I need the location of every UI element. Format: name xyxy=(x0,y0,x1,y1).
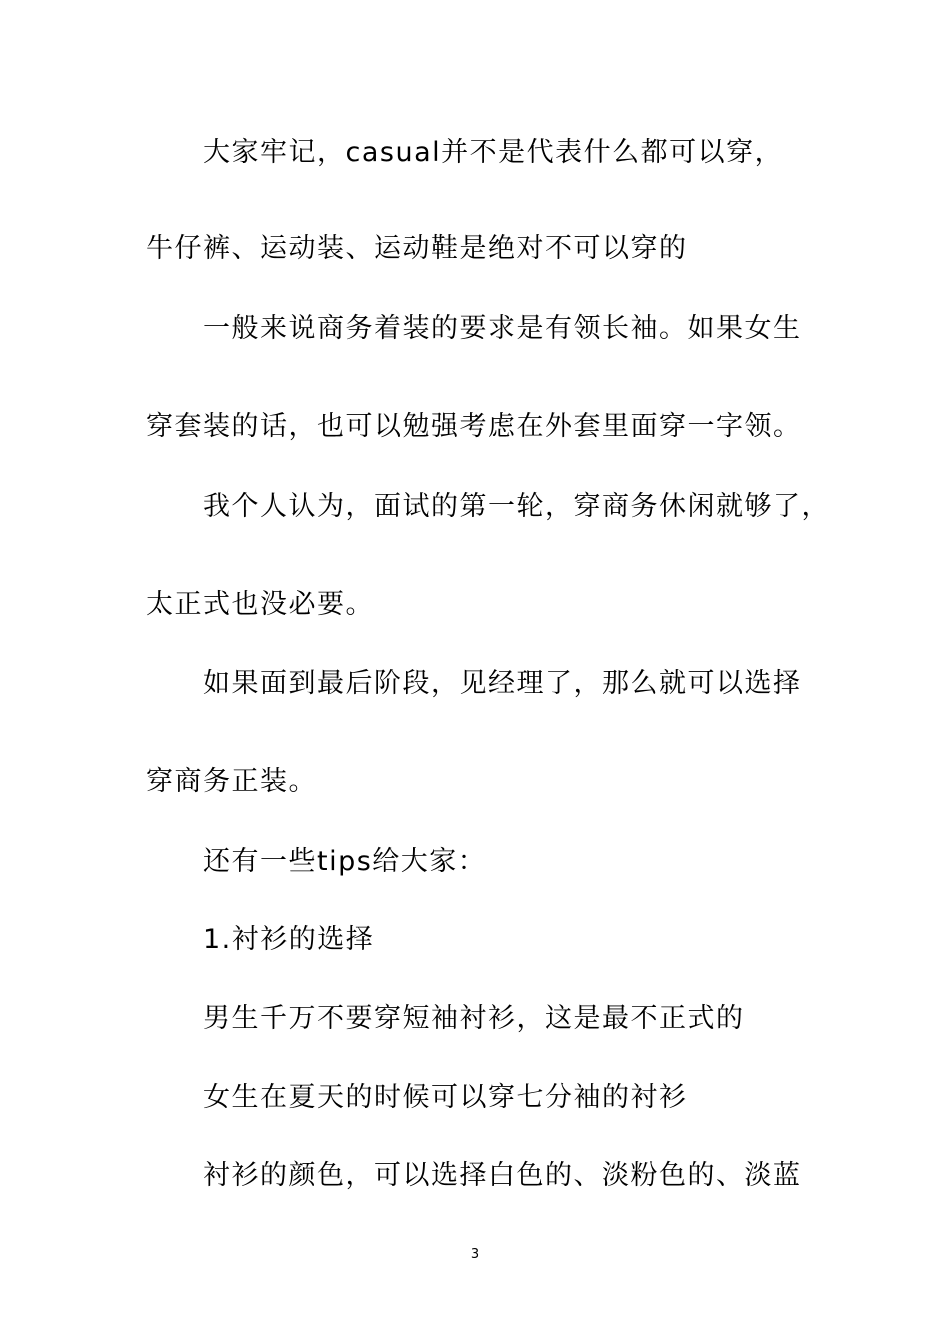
paragraph-line-6: 太正式也没必要。 xyxy=(146,589,374,620)
paragraph-line-9: 还有一些tips给大家： xyxy=(203,846,487,877)
page-number: 3 xyxy=(470,1247,480,1262)
paragraph-line-7: 如果面到最后阶段，见经理了，那么就可以选择 xyxy=(203,668,802,699)
paragraph-line-1: 大家牢记，casual并不是代表什么都可以穿， xyxy=(203,137,784,168)
paragraph-line-8: 穿商务正装。 xyxy=(146,766,317,797)
paragraph-line-5: 我个人认为，面试的第一轮，穿商务休闲就够了， xyxy=(203,491,830,522)
paragraph-line-12: 女生在夏天的时候可以穿七分袖的衬衫 xyxy=(203,1082,688,1113)
paragraph-line-13: 衬衫的颜色，可以选择白色的、淡粉色的、淡蓝 xyxy=(203,1160,802,1191)
paragraph-line-3: 一般来说商务着装的要求是有领长袖。如果女生 xyxy=(203,313,802,344)
paragraph-line-11: 男生千万不要穿短袖衬衫，这是最不正式的 xyxy=(203,1003,745,1034)
paragraph-line-2: 牛仔裤、运动装、运动鞋是绝对不可以穿的 xyxy=(146,233,688,264)
paragraph-line-4: 穿套装的话，也可以勉强考虑在外套里面穿一字领。 xyxy=(146,411,802,442)
section-heading-shirt-choice: 1.衬衫的选择 xyxy=(203,924,375,955)
